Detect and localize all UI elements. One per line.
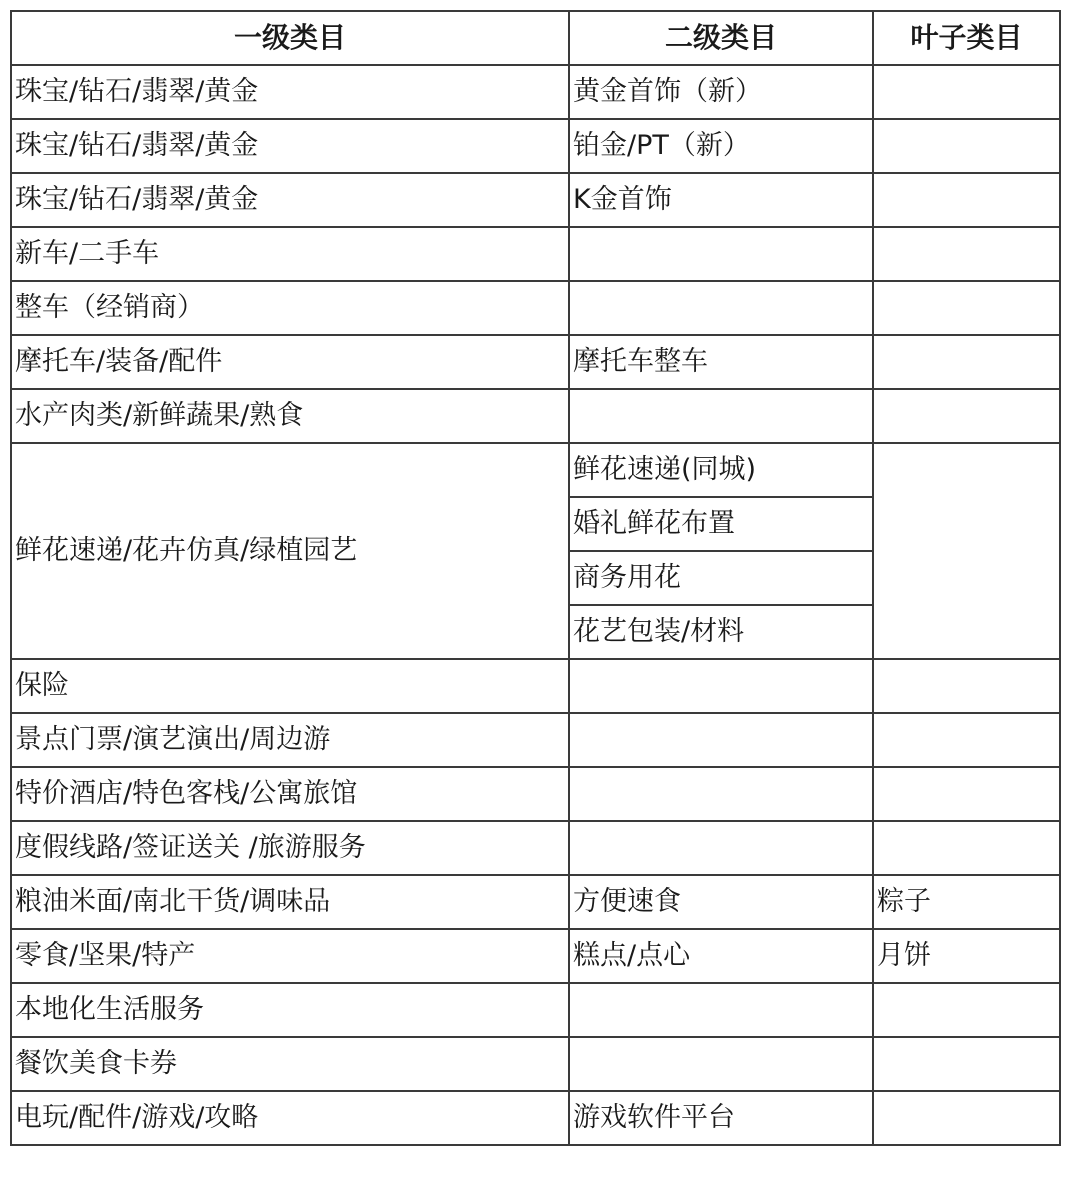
cell-level2: 游戏软件平台 [569,1091,873,1145]
cell-level2 [569,389,873,443]
table-row [11,443,1060,497]
table-row [11,767,1060,821]
cell-level2: 婚礼鲜花布置 [569,497,873,551]
cell-level2: 鲜花速递(同城) [569,443,873,497]
cell-leaf [873,713,1060,767]
cell-leaf [873,1091,1060,1145]
cell-level2: 花艺包装/材料 [569,605,873,659]
header-row [11,11,1060,65]
cell-leaf [873,227,1060,281]
cell-leaf [873,173,1060,227]
category-table [10,10,1061,1146]
cell-level1: 珠宝/钻石/翡翠/黄金 [11,65,569,119]
cell-leaf [873,119,1060,173]
table-row [11,173,1060,227]
cell-level1: 度假线路/签证送关 /旅游服务 [11,821,569,875]
table-row [11,119,1060,173]
cell-level2: 方便速食 [569,875,873,929]
table-row [11,227,1060,281]
cell-level2 [569,1037,873,1091]
cell-level2 [569,281,873,335]
table-row [11,335,1060,389]
cell-leaf [873,767,1060,821]
table-row [11,281,1060,335]
cell-leaf [873,1037,1060,1091]
table-row [11,983,1060,1037]
cell-leaf [873,281,1060,335]
cell-level1: 水产肉类/新鲜蔬果/熟食 [11,389,569,443]
cell-level1: 整车（经销商） [11,281,569,335]
cell-level2: 铂金/PT（新） [569,119,873,173]
cell-level2: 商务用花 [569,551,873,605]
cell-leaf [873,389,1060,443]
header-level1: 一级类目 [11,11,569,65]
cell-level1: 鲜花速递/花卉仿真/绿植园艺 [11,443,569,659]
cell-level1: 零食/坚果/特产 [11,929,569,983]
cell-level1: 摩托车/装备/配件 [11,335,569,389]
table-body [11,65,1060,1145]
table-row [11,65,1060,119]
cell-leaf: 月饼 [873,929,1060,983]
table-row [11,713,1060,767]
cell-leaf [873,65,1060,119]
header-level2: 二级类目 [569,11,873,65]
cell-level1: 餐饮美食卡券 [11,1037,569,1091]
cell-leaf [873,983,1060,1037]
cell-leaf: 粽子 [873,875,1060,929]
cell-level2 [569,713,873,767]
cell-level2: 摩托车整车 [569,335,873,389]
cell-level2: 糕点/点心 [569,929,873,983]
header-leaf: 叶子类目 [873,11,1060,65]
cell-leaf [873,659,1060,713]
table-row [11,389,1060,443]
cell-level1: 珠宝/钻石/翡翠/黄金 [11,119,569,173]
table-row [11,659,1060,713]
cell-level1: 特价酒店/特色客栈/公寓旅馆 [11,767,569,821]
table-row [11,875,1060,929]
cell-level2 [569,767,873,821]
table-row [11,929,1060,983]
cell-leaf [873,821,1060,875]
cell-level2 [569,983,873,1037]
cell-level1: 本地化生活服务 [11,983,569,1037]
table-row [11,821,1060,875]
cell-level2 [569,227,873,281]
cell-level1: 珠宝/钻石/翡翠/黄金 [11,173,569,227]
cell-level2: K金首饰 [569,173,873,227]
cell-level1: 电玩/配件/游戏/攻略 [11,1091,569,1145]
cell-level1: 景点门票/演艺演出/周边游 [11,713,569,767]
table-header [11,11,1060,65]
cell-level1: 粮油米面/南北干货/调味品 [11,875,569,929]
cell-leaf [873,443,1060,659]
cell-level1: 保险 [11,659,569,713]
cell-level2 [569,659,873,713]
cell-level2 [569,821,873,875]
table-row [11,1091,1060,1145]
cell-level1: 新车/二手车 [11,227,569,281]
cell-leaf [873,335,1060,389]
cell-level2: 黄金首饰（新） [569,65,873,119]
table-row [11,1037,1060,1091]
